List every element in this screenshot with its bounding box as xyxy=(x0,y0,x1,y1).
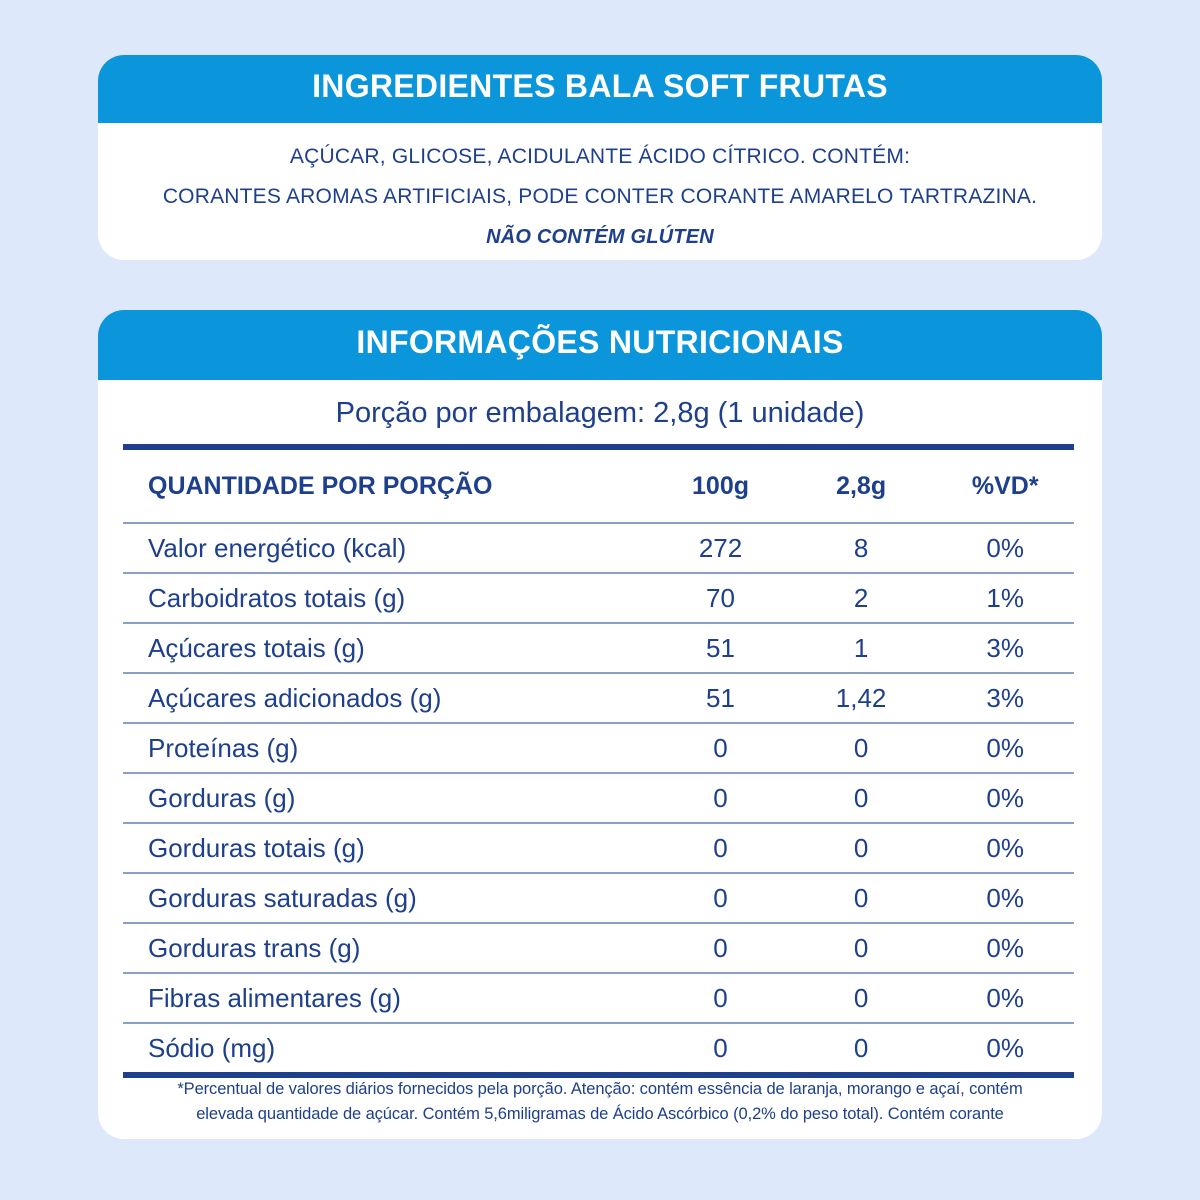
row-label: Carboidratos totais (g) xyxy=(123,573,655,623)
table-row xyxy=(123,923,1074,973)
footnote-line-1: *Percentual de valores diários fornecidos pela porção. Atenção: contém essência de laranja, morango e açaí, contém xyxy=(177,1080,1023,1098)
footnote xyxy=(98,1077,1102,1127)
row-label: Açúcares adicionados (g) xyxy=(123,673,655,723)
row-value-100g: 0 xyxy=(655,973,786,1023)
row-value-100g: 0 xyxy=(655,773,786,823)
row-value-portion: 2 xyxy=(786,573,937,623)
gluten-notice: NÃO CONTÉM GLÚTEN xyxy=(486,226,714,248)
row-label: Gorduras (g) xyxy=(123,773,655,823)
row-value-100g: 0 xyxy=(713,1032,728,1063)
row-value-vd: 0% xyxy=(936,923,1074,973)
table-row xyxy=(123,673,1074,723)
row-value-portion: 8 xyxy=(786,523,937,573)
table-row xyxy=(123,1023,1074,1072)
table-row xyxy=(123,973,1074,1023)
row-label: Gorduras saturadas (g) xyxy=(123,873,655,923)
row-value-portion: 1,42 xyxy=(786,673,937,723)
row-value-vd: 0% xyxy=(936,873,1074,923)
nutrition-card xyxy=(98,310,1102,1139)
row-value-vd: 3% xyxy=(936,623,1074,673)
row-value-vd: 3% xyxy=(936,673,1074,723)
row-label: Valor energético (kcal) xyxy=(123,523,655,573)
row-value-vd: 0% xyxy=(936,823,1074,873)
nutrition-title: INFORMAÇÕES NUTRICIONAIS xyxy=(98,310,1102,380)
ingredients-line-2: CORANTES AROMAS ARTIFICIAIS, PODE CONTER CORANTE AMARELO TARTRAZINA. xyxy=(162,185,1038,208)
row-value-100g: 272 xyxy=(655,523,786,573)
portion-size: Porção por embalagem: 2,8g (1 unidade) xyxy=(335,397,865,429)
table-row xyxy=(123,873,1074,923)
row-value-100g: 51 xyxy=(655,623,786,673)
ingredients-line-1: AÇÚCAR, GLICOSE, ACIDULANTE ÁCIDO CÍTRICO. CONTÉM: xyxy=(289,145,911,168)
table-row xyxy=(123,773,1074,823)
row-value-portion: 0 xyxy=(786,923,937,973)
row-label: Fibras alimentares (g) xyxy=(123,973,655,1023)
row-value-vd: 0% xyxy=(936,523,1074,573)
table-row xyxy=(123,523,1074,573)
row-value-portion: 0 xyxy=(786,973,937,1023)
row-value-100g: 0 xyxy=(655,823,786,873)
row-value-vd: 0% xyxy=(936,973,1074,1023)
table-row xyxy=(123,823,1074,873)
row-value-portion: 0 xyxy=(853,1032,869,1063)
table-row xyxy=(123,623,1074,673)
row-value-portion: 0 xyxy=(786,823,937,873)
row-value-portion: 1 xyxy=(786,623,937,673)
row-value-100g: 51 xyxy=(655,673,786,723)
table-row xyxy=(123,573,1074,623)
header-quantity: QUANTIDADE POR PORÇÃO xyxy=(123,450,655,523)
footnote-line-2: elevada quantidade de açúcar. Contém 5,6miligramas de Ácido Ascórbico (0,2% do peso total). Contém corante xyxy=(196,1105,1004,1123)
row-value-vd: 1% xyxy=(936,573,1074,623)
row-label: Sódio (mg) xyxy=(148,1032,276,1063)
row-value-100g: 70 xyxy=(655,573,786,623)
row-value-portion: 0 xyxy=(786,723,937,773)
row-value-portion: 0 xyxy=(786,773,937,823)
nutrition-table-wrap xyxy=(123,444,1074,1078)
table-header-row xyxy=(123,450,1074,523)
row-value-portion: 0 xyxy=(786,873,937,923)
table-row xyxy=(123,723,1074,773)
header-vd: %VD* xyxy=(936,450,1074,523)
ingredients-body xyxy=(98,123,1102,257)
row-value-vd: 0% xyxy=(936,773,1074,823)
header-portion: 2,8g xyxy=(786,450,937,523)
nutrition-table xyxy=(123,450,1074,1072)
ingredients-title: INGREDIENTES BALA SOFT FRUTAS xyxy=(98,55,1102,123)
row-label: Açúcares totais (g) xyxy=(123,623,655,673)
row-value-vd: 0% xyxy=(936,723,1074,773)
row-value-100g: 0 xyxy=(655,923,786,973)
ingredients-card xyxy=(98,55,1102,260)
row-label: Gorduras totais (g) xyxy=(123,823,655,873)
row-label: Gorduras trans (g) xyxy=(123,923,655,973)
row-value-100g: 0 xyxy=(655,873,786,923)
header-100g: 100g xyxy=(655,450,786,523)
row-label: Proteínas (g) xyxy=(123,723,655,773)
row-value-vd: 0% xyxy=(986,1032,1024,1063)
row-value-100g: 0 xyxy=(655,723,786,773)
